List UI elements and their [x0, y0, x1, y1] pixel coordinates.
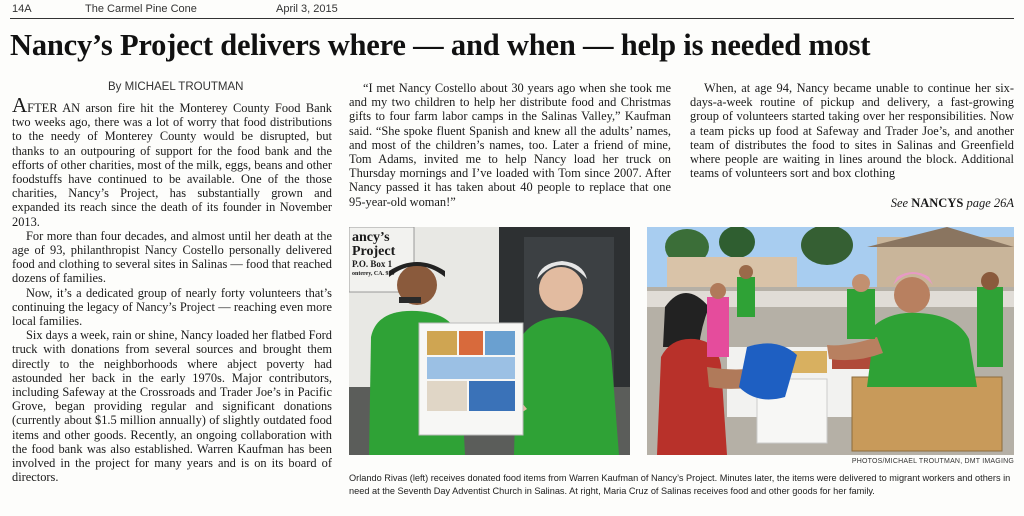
- issue-date: April 3, 2015: [276, 3, 338, 15]
- jump-prefix: See: [890, 196, 909, 210]
- sign-text: onterey, CA. 939: [352, 271, 395, 277]
- paragraph: [12, 93, 333, 229]
- continuation-jump[interactable]: [690, 196, 1014, 211]
- page-number: 14A: [12, 3, 32, 15]
- sign-text: ancy’s: [352, 230, 390, 245]
- paragraph: Six days a week, rain or shine, Nancy loaded her flatbed Ford truck with donations from several sources and brought them directly to the neighborhoods where abject poverty had astounded her back in the early 1970s. Major contributors, including Safeway at the Crossroads and Trader Joe’s in Pacific Grove, began providing regular and significant donations (currently about $1.5 million annually) of slightly outdated food items and other goods. Recently, an ongoing collaboration with the food bank was also established. Warren Kaufman has been involved in the project for many years and is on its board of directors.: [12, 328, 332, 485]
- lead-in: FTER AN: [27, 101, 81, 115]
- page-header: [10, 0, 1014, 19]
- paragraph: When, at age 94, Nancy became unable to continue her six-days-a-week routine of pickup and delivery, a fast-growing group of volunteers started taking over her responsibilities. Now a team picks up food at Safeway and Trader Joe’s, and another team of distributes the food to sites in Salinas and Greenfield where people are waiting in lines around the block. Additional teams of volunteers sort and box clothing: [690, 81, 1014, 181]
- photo-credit: PHOTOS/MICHAEL TROUTMAN, DMT IMAGING: [851, 458, 1014, 465]
- article-headline: Nancy’s Project delivers where — and when — help is needed most: [10, 28, 871, 62]
- article-column-1: [12, 93, 333, 485]
- article-column-3: [690, 81, 1014, 180]
- paragraph: Now, it’s a dedicated group of nearly forty volunteers that’s continuing the legacy of Nancy’s Project — reaching even more local families.: [12, 285, 332, 329]
- jump-page: page 26A: [966, 196, 1014, 210]
- paragraph: For more than four decades, and almost until her death at the age of 93, philanthropist Nancy Costello personally delivered food and clothing to several sites in Salinas — food that reached dozens of families.: [12, 228, 332, 286]
- sign-text: Project: [352, 244, 396, 259]
- truck-sign: [352, 231, 395, 278]
- byline: By MICHAEL TROUTMAN: [108, 81, 244, 93]
- newspaper-name: The Carmel Pine Cone: [85, 3, 197, 15]
- article-column-2: [349, 81, 671, 209]
- sign-text: P.O. Box 1: [352, 259, 393, 269]
- paragraph: “I met Nancy Costello about 30 years ago when she took me and my two children to help her distribute food and Christmas gifts to four farm labor camps in the Salinas Valley,” Kaufman said. “She spoke fluent Spanish and knew all the adults’ names, and most of the children’s names, too. Later a friend of mine, Tom Adams, invited me to help Nancy load her truck on Thursday mornings and I’ve loaded with Tom since 2007. After Nancy passed it has taken about 40 people to replace that one 95-year-old woman!”: [349, 81, 671, 209]
- paragraph-text: arson fire hit the Monterey County Food Bank two weeks ago, there was a lot of worry that food distributions to the needy of Monterey County would be disrupted, but thanks to an outpouring of support for the food bank and the efforts of other charities, most of the milk, eggs, beans and other foodstuffs have continued to be available. One of the those charities, Nancy’s Project, has substantially grown and expanded its reach since the death of its founder in November 2013.: [12, 101, 333, 229]
- photo-food-distribution: [647, 227, 1014, 455]
- photo-caption: Orlando Rivas (left) receives donated food items from Warren Kaufman of Nancy’s Project. Minutes later, the items were delivered to migrant workers and others in need at the Seventh Day Adventist Church in Salinas. At right, Maria Cruz of Salinas receives food and other goods for her family.: [349, 473, 1011, 496]
- photo-food-handoff: [349, 227, 630, 455]
- drop-cap: A: [12, 93, 28, 117]
- jump-slug: NANCYS: [911, 196, 964, 210]
